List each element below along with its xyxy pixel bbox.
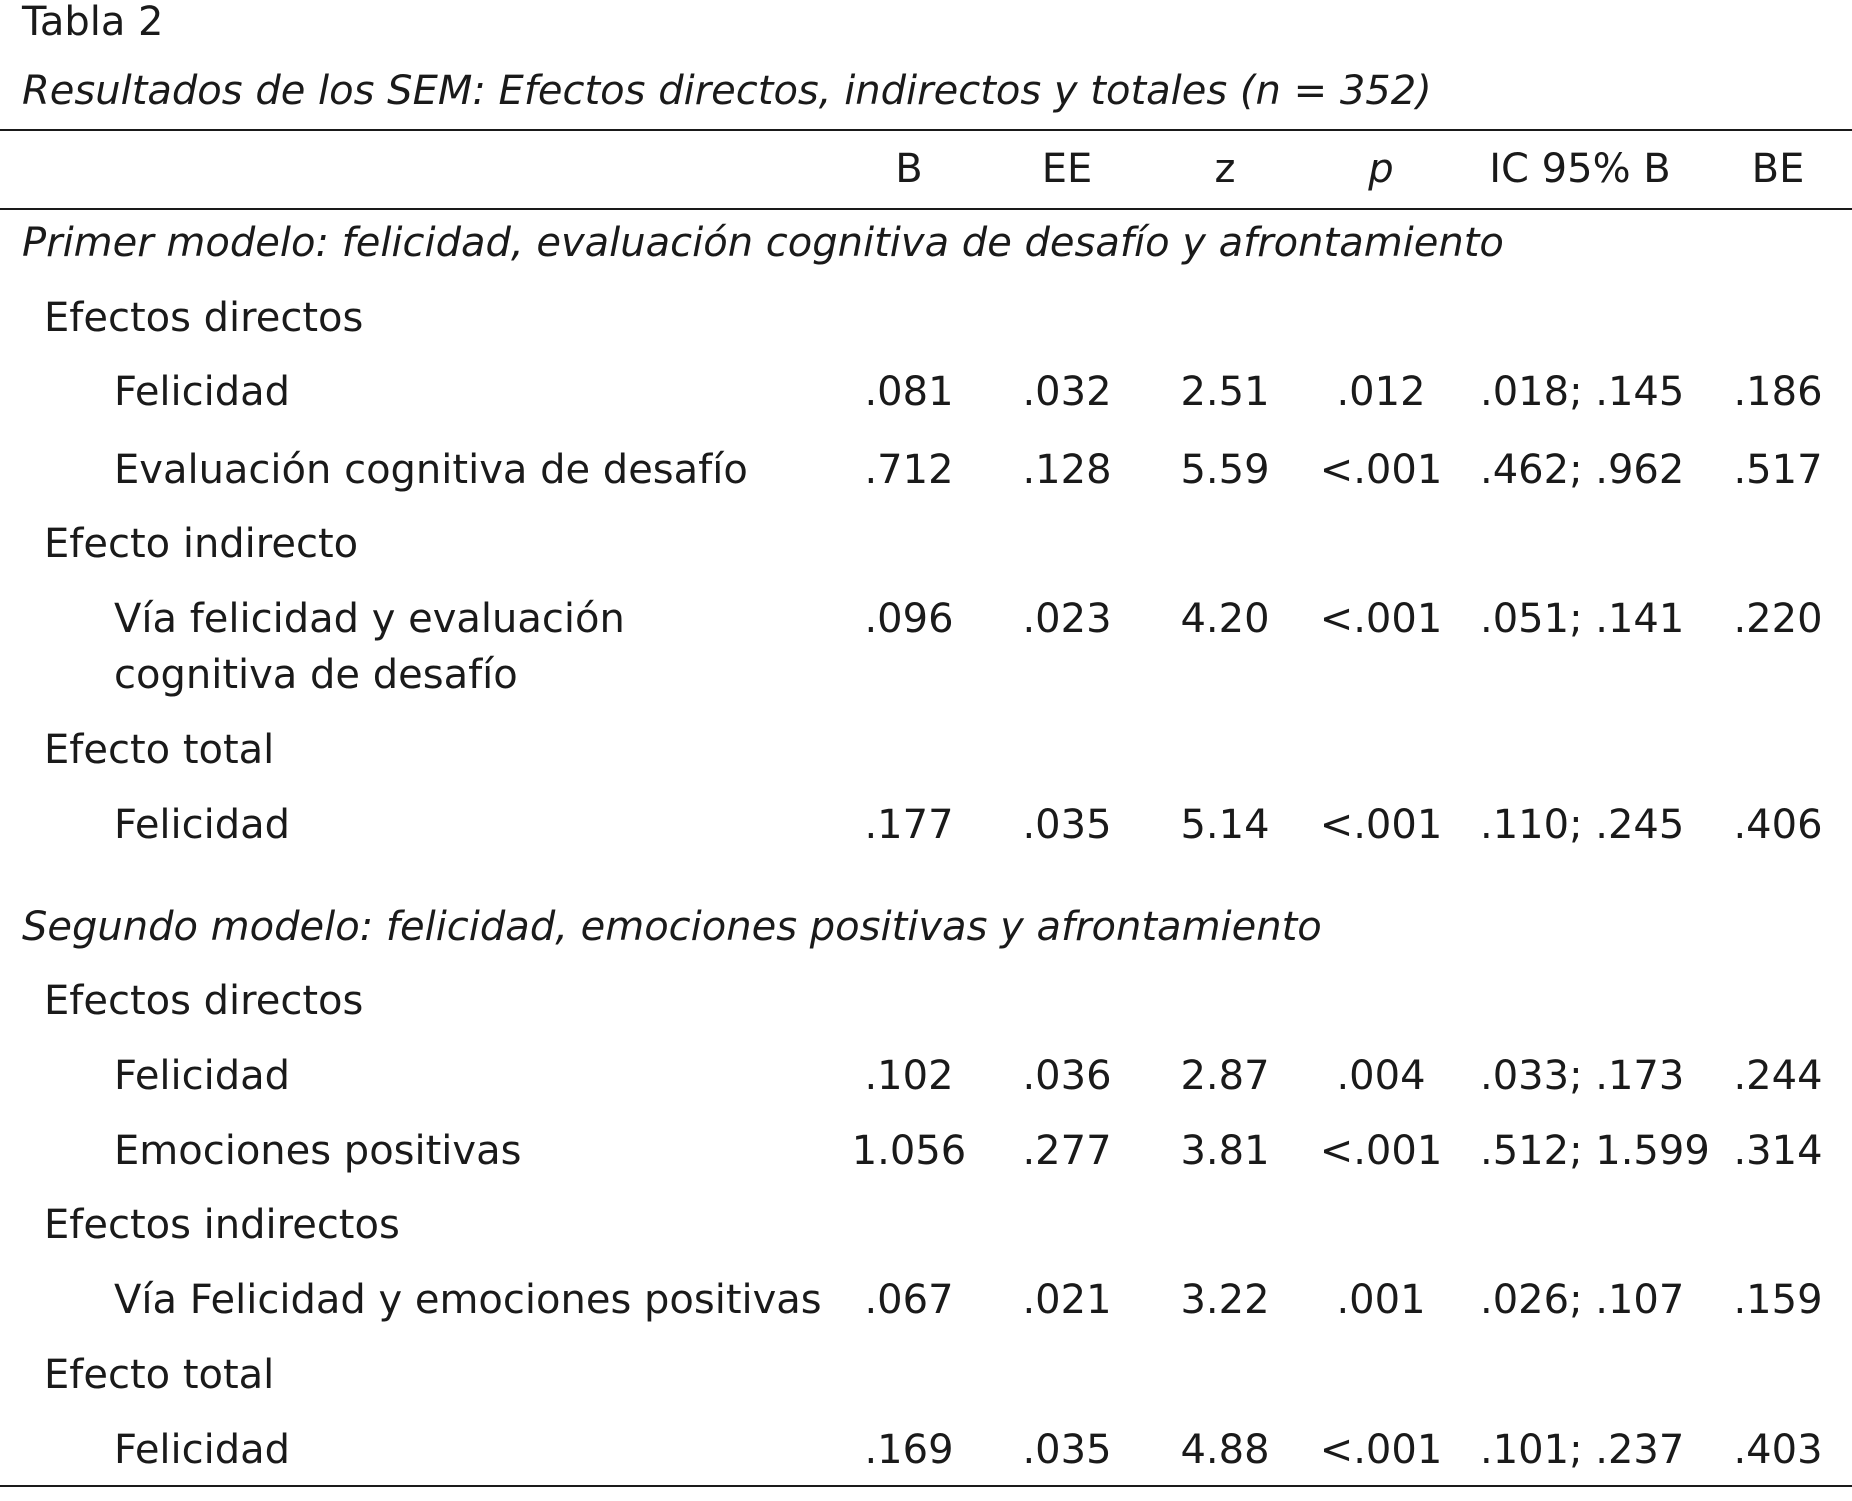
table-cell: 5.14 [1180,802,1270,848]
table-cell: .110; .245 [1480,802,1685,848]
table-row [0,1427,1852,1501]
column-header: BE [1751,146,1805,192]
table-cell: .244 [1733,1053,1823,1099]
row-label-line2: cognitiva de desafío [114,652,518,698]
table-cell: .462; .962 [1480,447,1685,493]
table-row [0,1053,1852,1127]
column-header: p [1368,146,1394,192]
table-cell: .051; .141 [1480,596,1685,642]
row-label: Evaluación cognitiva de desafío [114,447,748,493]
table-cell: .096 [864,596,954,642]
model-heading-label: Segundo modelo: felicidad, emociones positivas y afrontamiento [22,904,1322,950]
table-cell: 4.88 [1180,1427,1270,1473]
table-cell: .018; .145 [1480,369,1685,415]
table-cell: .021 [1022,1277,1112,1323]
table-cell: .101; .237 [1480,1427,1685,1473]
table-cell: .023 [1022,596,1112,642]
column-header: B [895,146,923,192]
table-cell: .517 [1733,447,1823,493]
table-cell: .314 [1733,1128,1823,1174]
table-cell: .102 [864,1053,954,1099]
column-header-row [0,146,1852,220]
table-caption [22,0,1822,114]
model-heading [0,904,1852,978]
table-cell: .712 [864,447,954,493]
model-heading-label: Primer modelo: felicidad, evaluación cognitiva de desafío y afrontamiento [22,220,1504,266]
table-cell: <.001 [1319,802,1443,848]
table-cell: .067 [864,1277,954,1323]
table-cell: <.001 [1319,447,1443,493]
table-row [0,1277,1852,1351]
section-heading-label: Efecto indirecto [44,521,359,567]
table-cell: <.001 [1319,596,1443,642]
row-label: Vía Felicidad y emociones positivas [114,1277,822,1323]
row-label: Felicidad [114,369,291,415]
table-cell: .026; .107 [1480,1277,1685,1323]
table-cell: .403 [1733,1427,1823,1473]
table-cell: .177 [864,802,954,848]
table-cell: .159 [1733,1277,1823,1323]
table-cell: 4.20 [1180,596,1270,642]
table-cell: <.001 [1319,1128,1443,1174]
table-cell: .004 [1336,1053,1426,1099]
table-row [0,1128,1852,1202]
section-heading [0,521,1852,595]
table-cell: .277 [1022,1128,1112,1174]
row-label: Felicidad [114,802,291,848]
row-label-line1: Vía felicidad y evaluación [114,596,625,642]
table-number: Tabla 2 [22,0,164,45]
section-heading [0,295,1852,369]
table-cell: 2.87 [1180,1053,1270,1099]
table-row [0,596,1852,698]
column-header: EE [1041,146,1093,192]
table-row [0,369,1852,443]
section-heading-label: Efectos indirectos [44,1202,400,1248]
table-cell: .033; .173 [1480,1053,1685,1099]
table-cell: <.001 [1319,1427,1443,1473]
table-cell: .128 [1022,447,1112,493]
row-label: Felicidad [114,1427,291,1473]
table-cell: .036 [1022,1053,1112,1099]
table-row [0,447,1852,521]
table-cell: .035 [1022,802,1112,848]
section-heading [0,727,1852,801]
column-header: IC 95% B [1489,146,1671,192]
table-cell: .035 [1022,1427,1112,1473]
table-cell: .081 [864,369,954,415]
table-cell: .220 [1733,596,1823,642]
table-cell: .186 [1733,369,1823,415]
section-heading-label: Efectos directos [44,978,364,1024]
section-heading [0,978,1852,1052]
model-heading [0,220,1852,294]
section-heading-label: Efecto total [44,727,275,773]
section-heading-label: Efecto total [44,1352,275,1398]
table-cell: 3.81 [1180,1128,1270,1174]
row-label: Emociones positivas [114,1128,522,1174]
table-cell: 3.22 [1180,1277,1270,1323]
section-heading [0,1202,1852,1276]
table-row [0,802,1852,876]
top-rule [0,129,1852,131]
table-cell: 2.51 [1180,369,1270,415]
table-cell: .001 [1336,1277,1426,1323]
table-cell: 5.59 [1180,447,1270,493]
row-label: Felicidad [114,1053,291,1099]
section-heading [0,1352,1852,1426]
table-cell: .032 [1022,369,1112,415]
table-cell: 1.056 [851,1128,967,1174]
table-cell: .012 [1336,369,1426,415]
table-title: Resultados de los SEM: Efectos directos, indirectos y totales (n = 352) [22,68,1432,114]
table-cell: .406 [1733,802,1823,848]
table-cell: .169 [864,1427,954,1473]
column-header: z [1214,146,1236,192]
table-cell: .512; 1.599 [1480,1128,1710,1174]
section-heading-label: Efectos directos [44,295,364,341]
